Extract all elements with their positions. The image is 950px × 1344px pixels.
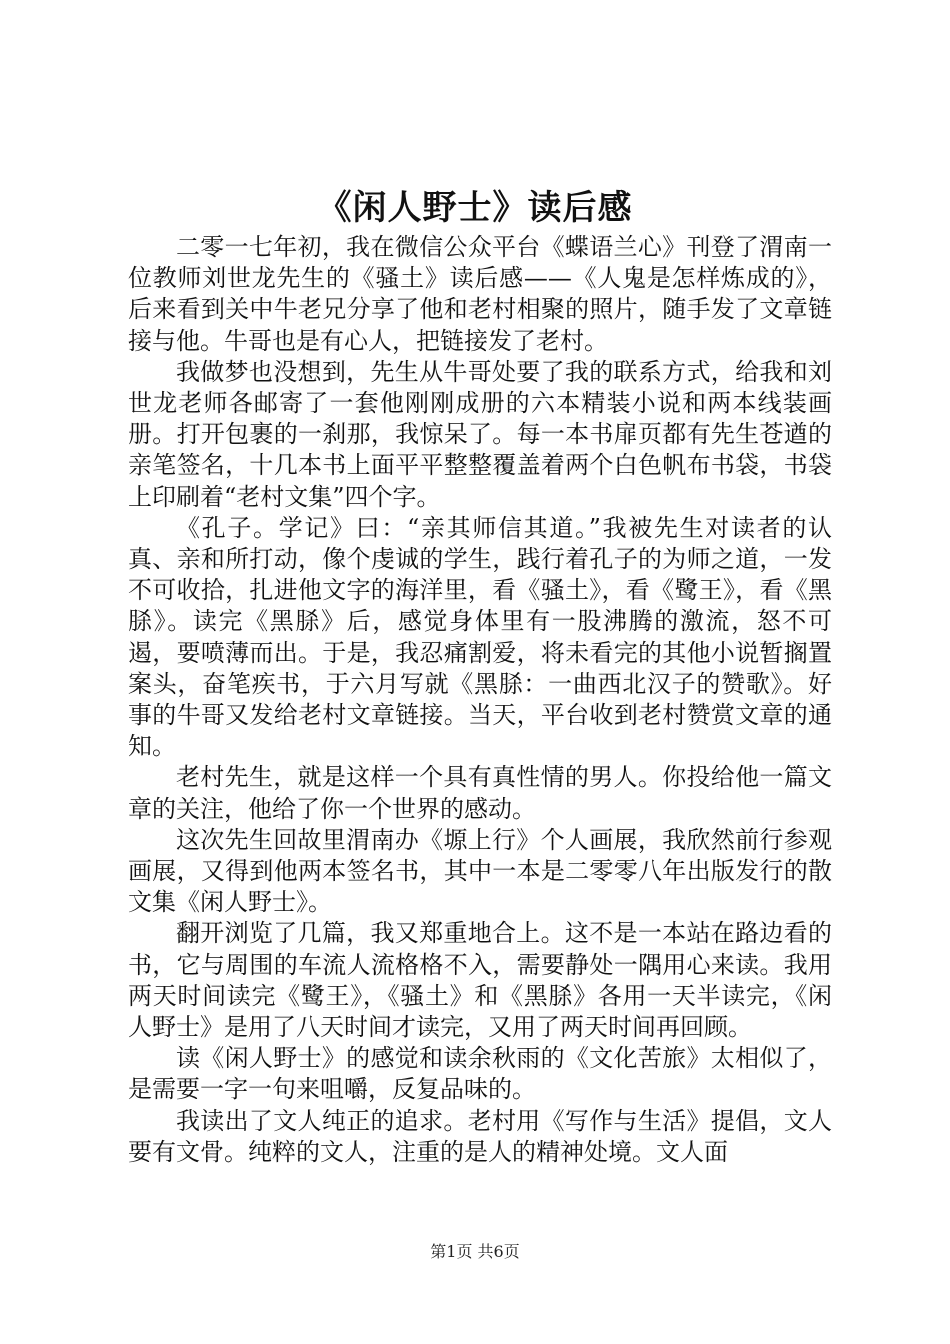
paragraph: 二零一七年初，我在微信公众平台《蝶语兰心》刊登了渭南一位教师刘世龙先生的《骚土》读后感——《人鬼是怎样炼成的》，后来看到关中牛老兄分享了他和老村相聚的照片，随手发了文章链接与他。牛哥也是有心人，把链接发了老村。 xyxy=(128,233,832,355)
paragraph: 《孔子。学记》曰：“亲其师信其道。”我被先生对读者的认真、亲和所打动，像个虔诚的学生，践行着孔子的为师之道，一发不可收拾，扎进他文字的海洋里，看《骚土》，看《鹭王》，看《黑脎》。读完《黑脎》后，感觉身体里有一股沸腾的激流，怒不可遏，要喷薄而出。于是，我忍痛割爱，将未看完的其他小说暂搁置案头，奋笔疾书，于六月写就《黑脎：一曲西北汉子的赞歌》。好事的牛哥又发给老村文章链接。当天，平台收到老村赞赏文章的通知。 xyxy=(128,513,832,761)
paragraph: 读《闲人野士》的感觉和读余秋雨的《文化苦旅》太相似了，是需要一字一句来咀嚼，反复品味的。 xyxy=(128,1044,832,1104)
paragraph: 这次先生回故里渭南办《塬上行》个人画展，我欣然前行参观画展，又得到他两本签名书，其中一本是二零零八年出版发行的散文集《闲人野士》。 xyxy=(128,825,832,917)
paragraph: 老村先生，就是这样一个具有真性情的男人。你投给他一篇文章的关注，他给了你一个世界的感动。 xyxy=(128,763,832,823)
paragraph: 我读出了文人纯正的追求。老村用《写作与生活》提倡，文人要有文骨。纯粹的文人，注重的是人的精神处境。文人面 xyxy=(128,1106,832,1166)
paragraph: 翻开浏览了几篇，我又郑重地合上。这不是一本站在路边看的书，它与周围的车流人流格格不入，需要静处一隅用心来读。我用两天时间读完《鹭王》，《骚土》和《黑脎》各用一天半读完，《闲人野士》是用了八天时间才读完，又用了两天时间再回顾。 xyxy=(128,919,832,1042)
page-footer: 第1页 共6页 xyxy=(430,1242,520,1261)
document-title: 《闲人野士》读后感 xyxy=(317,188,633,228)
document-body xyxy=(128,232,832,1168)
paragraph: 我做梦也没想到，先生从牛哥处要了我的联系方式，给我和刘世龙老师各邮寄了一套他刚刚成册的六本精装小说和两本线装画册。打开包裹的一刹那，我惊呆了。每一本书扉页都有先生苍遒的亲笔签名，十几本书上面平平整整覆盖着两个白色帆布书袋，书袋上印刷着“老村文集”四个字。 xyxy=(128,357,832,511)
